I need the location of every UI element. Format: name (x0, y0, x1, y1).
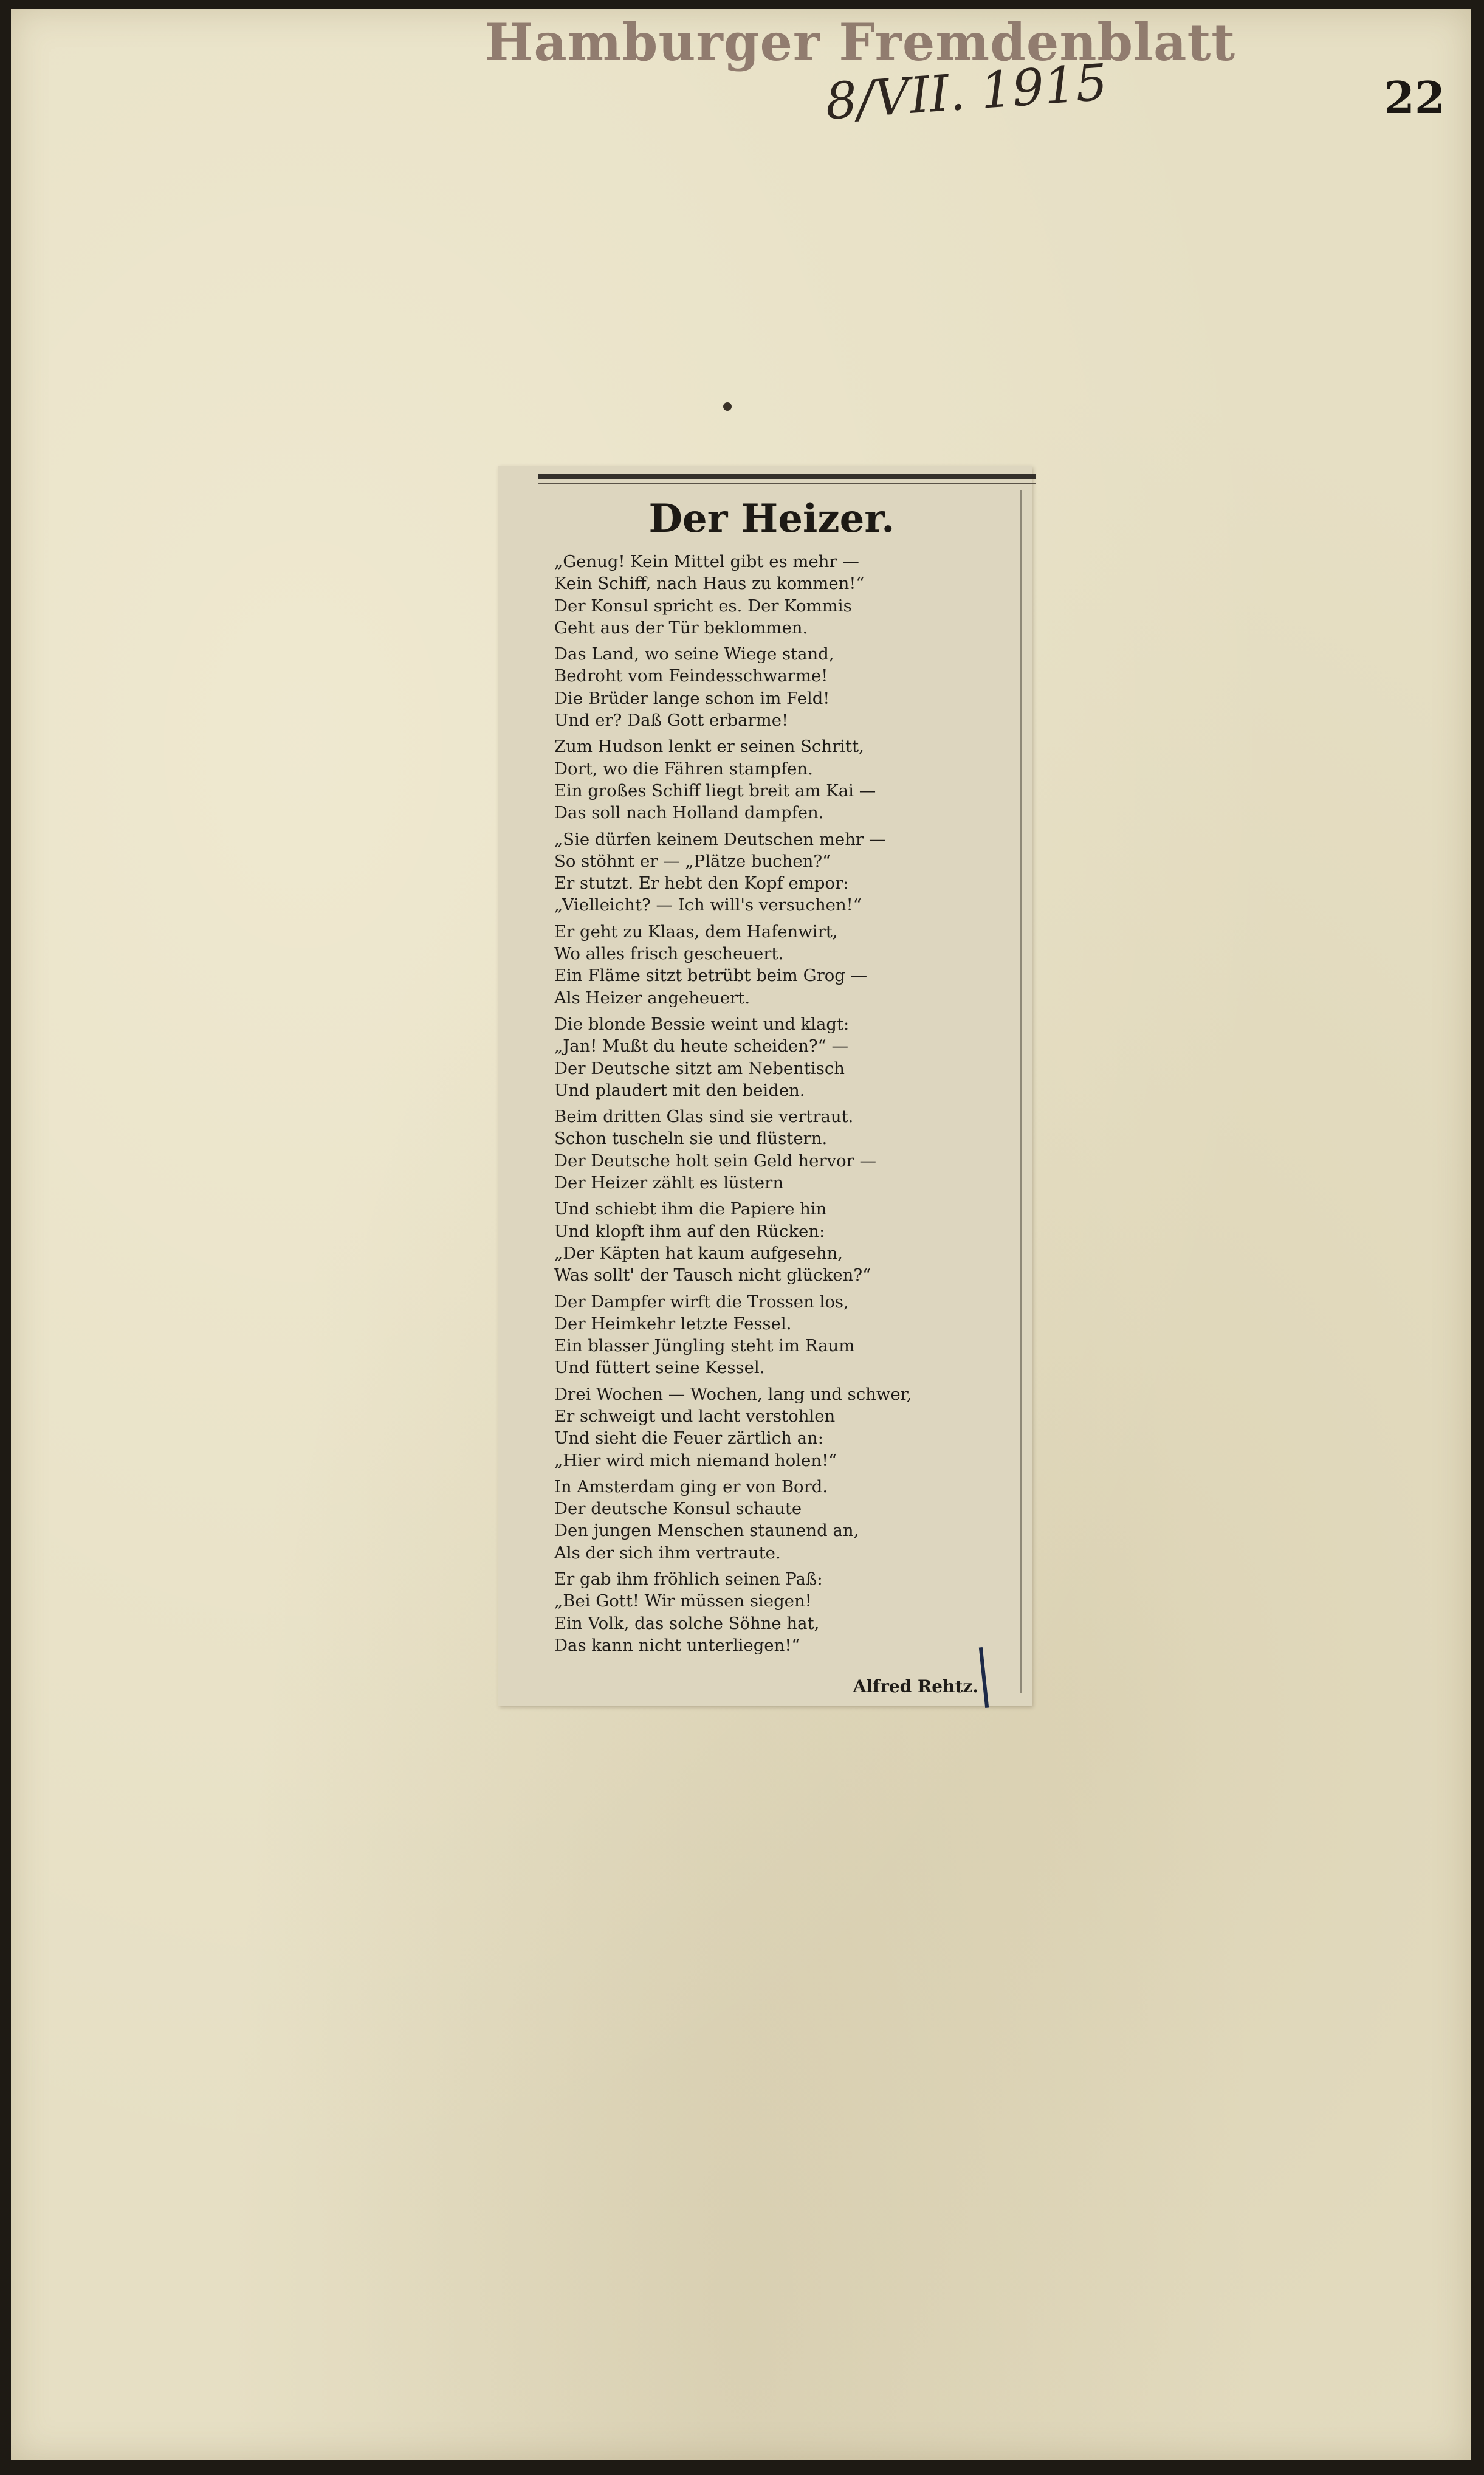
poem-line: Er stutzt. Er hebt den Kopf empor: (554, 873, 849, 893)
poem-line: Geht aus der Tür beklommen. (554, 618, 808, 638)
poem-line: Was sollt' der Tausch nicht glücken?“ (554, 1265, 871, 1286)
poem-line: Wo alles frisch gescheuert. (554, 944, 784, 964)
poem-line: Kein Schiff, nach Haus zu kommen!“ (554, 574, 865, 594)
poem-stanza (554, 1198, 1004, 1286)
poem-line: „Vielleicht? — Ich will's versuchen!“ (554, 895, 862, 915)
poem-line: Er geht zu Klaas, dem Hafenwirt, (554, 921, 838, 941)
poem-line: Und klopft ihm auf den Rücken: (554, 1221, 825, 1241)
poem-line: Schon tuscheln sie und flüstern. (554, 1129, 828, 1149)
poem-line: Bedroht vom Feindesschwarme! (554, 666, 828, 686)
poem-line: Der Dampfer wirft die Trossen los, (554, 1292, 849, 1312)
poem-stanza (554, 1106, 1004, 1194)
poem-line: Der Deutsche sitzt am Nebentisch (554, 1058, 845, 1078)
poem-stanza (554, 1291, 1004, 1379)
poem-line: Der Konsul spricht es. Der Kommis (554, 596, 852, 616)
poem-line: Er gab ihm fröhlich seinen Paß: (554, 1569, 823, 1589)
poem-line: Und sieht die Feuer zärtlich an: (554, 1428, 823, 1448)
poem-stanza (554, 828, 1004, 917)
punch-dot (723, 402, 732, 411)
poem-line: Der deutsche Konsul schaute (554, 1499, 802, 1519)
poem-line: Die blonde Bessie weint und klagt: (554, 1014, 850, 1034)
poem-line: Als der sich ihm vertraute. (554, 1543, 781, 1563)
handwritten-date: 8/VII. 1915 (823, 53, 1110, 131)
poem-author: Alfred Rehtz. (853, 1676, 978, 1696)
poem-line: Beim dritten Glas sind sie vertraut. (554, 1107, 854, 1127)
poem-line: Der Heimkehr letzte Fessel. (554, 1313, 792, 1334)
poem-line: „Der Käpten hat kaum aufgesehn, (554, 1243, 843, 1263)
poem-line: „Bei Gott! Wir müssen siegen! (554, 1591, 812, 1611)
poem-title: Der Heizer. (648, 496, 895, 542)
poem-line: Zum Hudson lenkt er seinen Schritt, (554, 737, 864, 757)
poem-stanza (554, 1013, 1004, 1101)
poem-line: Als Heizer angeheuert. (554, 988, 751, 1008)
page-number: 22 (1384, 72, 1445, 123)
poem-line: „Hier wird mich niemand holen!“ (554, 1450, 837, 1470)
poem-line: Der Heizer zählt es lüstern (554, 1173, 784, 1193)
poem-stanza (554, 1476, 1004, 1564)
poem-stanza (554, 551, 1004, 639)
clipping-top-rule-thin (538, 483, 1036, 484)
poem-line: Dort, wo die Fähren stampfen. (554, 759, 813, 779)
poem-line: Das soll nach Holland dampfen. (554, 803, 824, 823)
poem-stanza (554, 921, 1004, 1009)
poem-stanza (554, 1568, 1004, 1656)
poem-line: Den jungen Menschen staunend an, (554, 1521, 859, 1541)
poem-line: Ein Fläme sitzt betrübt beim Grog — (554, 966, 868, 986)
newspaper-stamp: Hamburger Fremdenblatt (485, 12, 1236, 72)
poem-line: Und plaudert mit den beiden. (554, 1080, 805, 1100)
poem-stanza (554, 1383, 1004, 1472)
newspaper-clipping (498, 466, 1032, 1706)
poem-line: Das Land, wo seine Wiege stand, (554, 644, 834, 664)
poem-line: Und füttert seine Kessel. (554, 1358, 765, 1378)
poem-stanza (554, 643, 1004, 731)
poem-line: Und schiebt ihm die Papiere hin (554, 1199, 827, 1219)
clipping-top-rule (538, 474, 1036, 479)
poem-line: Und er? Daß Gott erbarme! (554, 711, 789, 731)
poem-line: Ein großes Schiff liegt breit am Kai — (554, 780, 876, 800)
poem-line: In Amsterdam ging er von Bord. (554, 1476, 828, 1496)
poem-line: „Jan! Mußt du heute scheiden?“ — (554, 1036, 848, 1056)
poem-stanza (554, 735, 1004, 824)
archive-page (11, 9, 1471, 2460)
poem-line: Er schweigt und lacht verstohlen (554, 1406, 836, 1426)
clipping-column-rule (1020, 490, 1022, 1693)
poem-line: Drei Wochen — Wochen, lang und schwer, (554, 1384, 912, 1404)
poem-body (554, 551, 1004, 1661)
poem-line: Der Deutsche holt sein Geld hervor — (554, 1151, 877, 1171)
poem-line: „Genug! Kein Mittel gibt es mehr — (554, 552, 859, 571)
poem-line: Das kann nicht unterliegen!“ (554, 1635, 800, 1655)
poem-line: Ein Volk, das solche Söhne hat, (554, 1613, 820, 1633)
poem-line: Die Brüder lange schon im Feld! (554, 688, 830, 708)
poem-line: „Sie dürfen keinem Deutschen mehr — (554, 829, 886, 849)
poem-line: So stöhnt er — „Plätze buchen?“ (554, 851, 831, 871)
poem-line: Ein blasser Jüngling steht im Raum (554, 1336, 855, 1356)
